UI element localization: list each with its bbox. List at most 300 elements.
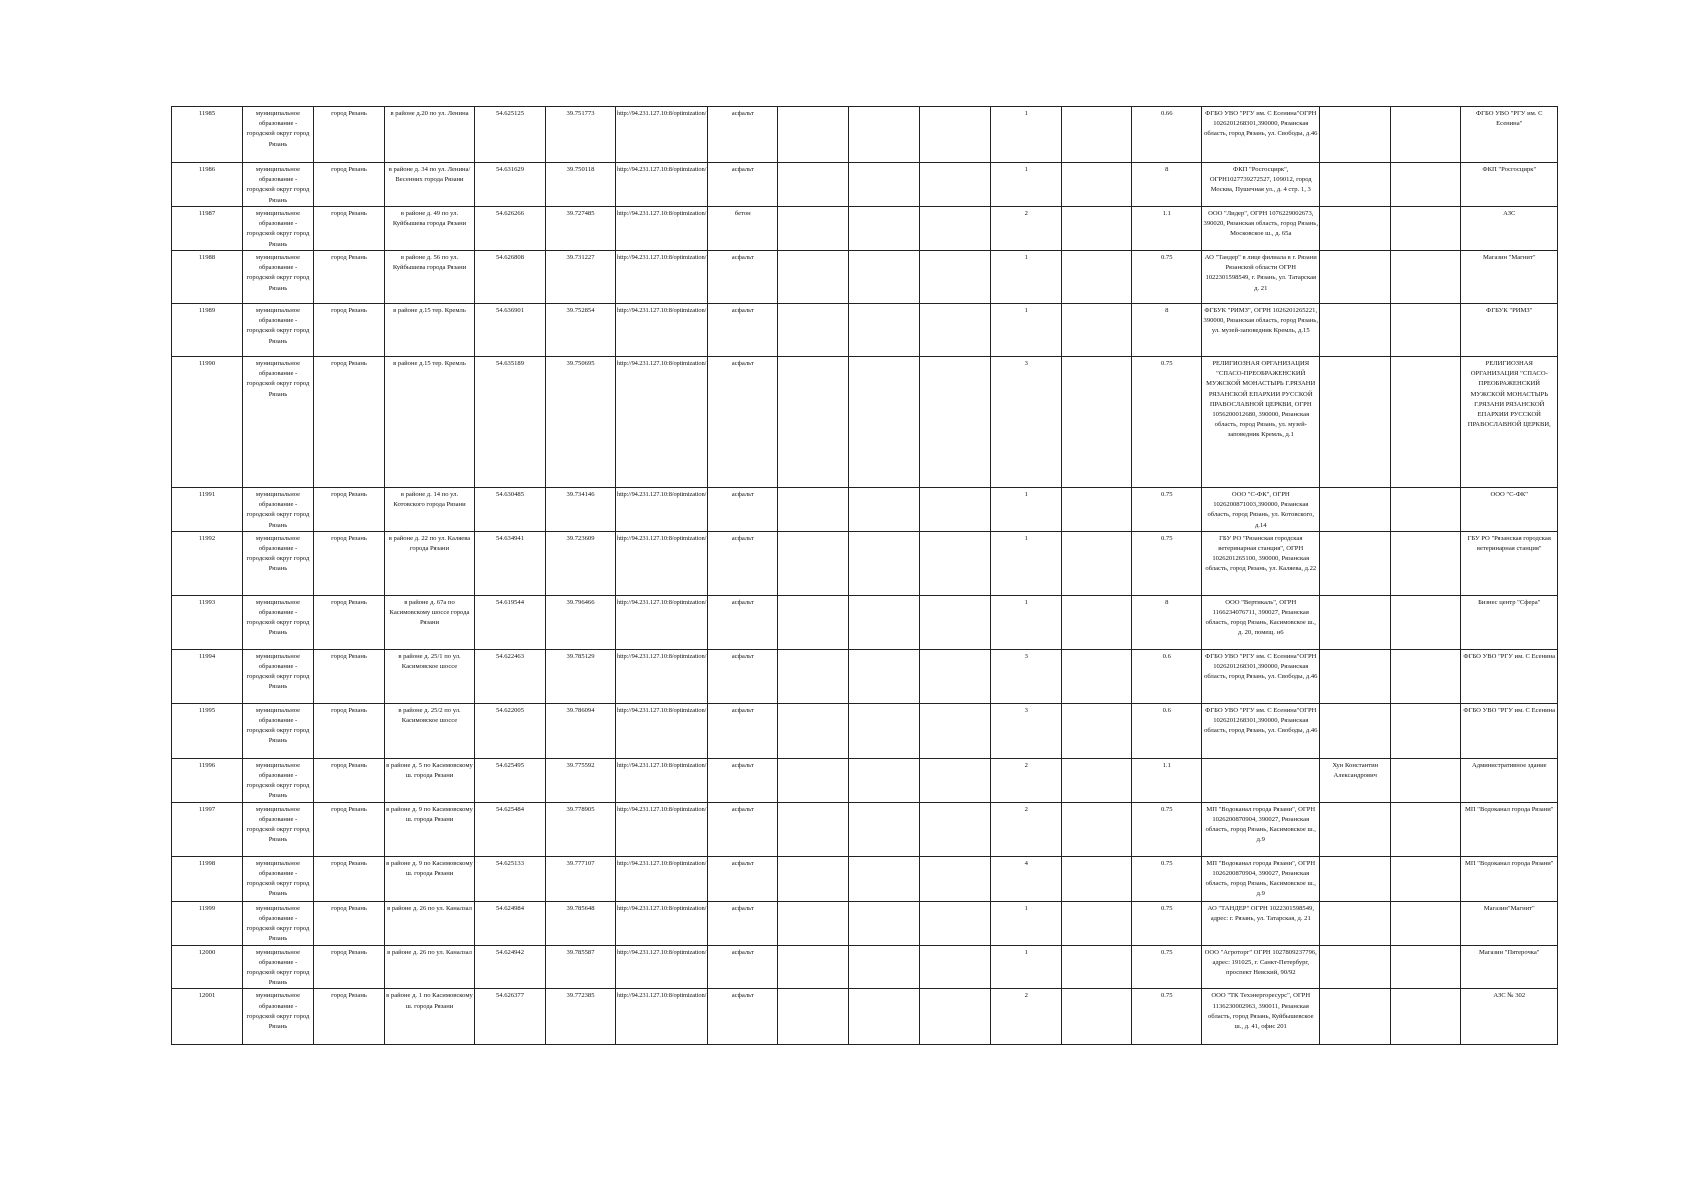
cell-address: в районе д. 5 по Касимовскому ш. города Рязани: [385, 758, 475, 802]
cell-longitude: 39.777107: [546, 856, 616, 901]
cell-empty: [920, 107, 991, 163]
cell-container-count: 2: [991, 758, 1062, 802]
cell-empty: [778, 250, 849, 303]
table-row: [172, 989, 1558, 1045]
cell-longitude: 39.785587: [546, 945, 616, 989]
cell-surface: асфальт: [708, 163, 778, 207]
table-row: [172, 703, 1558, 758]
cell-empty: [778, 595, 849, 649]
cell-empty: [1391, 649, 1461, 703]
cell-empty: [1391, 163, 1461, 207]
cell-container-volume: 0.75: [1132, 802, 1202, 856]
cell-address: в районе д. 25/1 по ул. Касимовское шоссе: [385, 649, 475, 703]
cell-empty: [920, 703, 991, 758]
cell-individual: [1320, 163, 1391, 207]
cell-city: город Рязань: [314, 107, 385, 163]
cell-id: 11995: [172, 703, 243, 758]
cell-empty: [920, 802, 991, 856]
cell-container-count: 1: [991, 531, 1062, 595]
cell-surface: асфальт: [708, 758, 778, 802]
cell-city: город Рязань: [314, 163, 385, 207]
cell-longitude: 39.785648: [546, 901, 616, 945]
cell-municipality: муниципальное образование - городской округ город Рязань: [243, 989, 314, 1045]
cell-owner: ФГБО УВО "РГУ им. С Есенина"ОГРН 1026201268301,390000, Рязанская область, город Рязань, ул. Свободы, д.46: [1202, 107, 1320, 163]
cell-url: http://94.231.127.10:8/optimization/: [616, 250, 708, 303]
cell-city: город Рязань: [314, 901, 385, 945]
cell-url: http://94.231.127.10:8/optimization/: [616, 649, 708, 703]
cell-container-count: 4: [991, 856, 1062, 901]
cell-empty: [778, 303, 849, 356]
cell-latitude: 54.622005: [475, 703, 546, 758]
cell-empty: [920, 250, 991, 303]
cell-empty: [1391, 901, 1461, 945]
cell-empty: [1062, 107, 1132, 163]
cell-city: город Рязань: [314, 531, 385, 595]
cell-municipality: муниципальное образование - городской округ город Рязань: [243, 649, 314, 703]
cell-waste-source: МП "Водоканал города Рязани": [1461, 802, 1558, 856]
cell-container-volume: 0.75: [1132, 487, 1202, 531]
cell-municipality: муниципальное образование - городской округ город Рязань: [243, 206, 314, 250]
cell-surface: асфальт: [708, 649, 778, 703]
cell-id: 11988: [172, 250, 243, 303]
cell-municipality: муниципальное образование - городской округ город Рязань: [243, 356, 314, 487]
cell-latitude: 54.634941: [475, 531, 546, 595]
cell-waste-source: ФГБО УВО "РГУ им. С Есенина": [1461, 107, 1558, 163]
cell-surface: асфальт: [708, 945, 778, 989]
cell-owner: ГБУ РО "Рязанская городская ветеринарная станция", ОГРН 1026201265100, 390000, Рязанская область, город Рязань, ул. Каляева, д.22: [1202, 531, 1320, 595]
cell-municipality: муниципальное образование - городской округ город Рязань: [243, 531, 314, 595]
cell-empty: [920, 487, 991, 531]
cell-empty: [849, 901, 920, 945]
cell-empty: [920, 649, 991, 703]
cell-latitude: 54.636901: [475, 303, 546, 356]
cell-empty: [1391, 206, 1461, 250]
cell-empty: [1391, 989, 1461, 1045]
cell-empty: [849, 206, 920, 250]
cell-container-count: 1: [991, 487, 1062, 531]
cell-municipality: муниципальное образование - городской округ город Рязань: [243, 802, 314, 856]
table-row: [172, 802, 1558, 856]
cell-url: http://94.231.127.10:8/optimization/: [616, 945, 708, 989]
cell-address: в районе д. 26 по ул. Каналзал: [385, 901, 475, 945]
cell-surface: асфальт: [708, 531, 778, 595]
cell-city: город Рязань: [314, 989, 385, 1045]
cell-owner: МП "Водоканал города Рязани", ОГРН 1026200870904, 390027, Рязанская область, город Рязань, Касимовское ш., д.9: [1202, 802, 1320, 856]
cell-container-count: 1: [991, 250, 1062, 303]
cell-url: http://94.231.127.10:8/optimization/: [616, 303, 708, 356]
cell-individual: [1320, 703, 1391, 758]
cell-container-count: 3: [991, 703, 1062, 758]
cell-waste-source: Бизнес центр "Сфера": [1461, 595, 1558, 649]
cell-empty: [849, 802, 920, 856]
cell-surface: асфальт: [708, 989, 778, 1045]
cell-address: в районе д. 26 по ул. Каналзал: [385, 945, 475, 989]
cell-address: в районе д. 67а по Касимовскому шоссе города Рязани: [385, 595, 475, 649]
cell-city: город Рязань: [314, 206, 385, 250]
cell-empty: [920, 163, 991, 207]
cell-empty: [920, 303, 991, 356]
cell-individual: Хун Константин Александрович: [1320, 758, 1391, 802]
cell-empty: [920, 989, 991, 1045]
cell-url: http://94.231.127.10:8/optimization/: [616, 703, 708, 758]
cell-longitude: 39.772385: [546, 989, 616, 1045]
cell-container-volume: 0.75: [1132, 856, 1202, 901]
cell-empty: [778, 758, 849, 802]
cell-id: 12001: [172, 989, 243, 1045]
cell-container-count: 1: [991, 107, 1062, 163]
cell-waste-source: Магазин "Магнит": [1461, 250, 1558, 303]
cell-city: город Рязань: [314, 649, 385, 703]
cell-empty: [778, 107, 849, 163]
cell-empty: [1062, 303, 1132, 356]
cell-empty: [1391, 945, 1461, 989]
cell-latitude: 54.619544: [475, 595, 546, 649]
cell-longitude: 39.775592: [546, 758, 616, 802]
table-row: [172, 356, 1558, 487]
cell-individual: [1320, 989, 1391, 1045]
cell-empty: [1062, 649, 1132, 703]
cell-individual: [1320, 945, 1391, 989]
cell-id: 11993: [172, 595, 243, 649]
cell-individual: [1320, 303, 1391, 356]
cell-municipality: муниципальное образование - городской округ город Рязань: [243, 856, 314, 901]
cell-empty: [1391, 356, 1461, 487]
cell-individual: [1320, 487, 1391, 531]
cell-longitude: 39.734146: [546, 487, 616, 531]
table-row: [172, 901, 1558, 945]
cell-url: http://94.231.127.10:8/optimization/: [616, 206, 708, 250]
cell-surface: асфальт: [708, 856, 778, 901]
cell-empty: [920, 595, 991, 649]
cell-waste-source: ФКП "Росгосцирк": [1461, 163, 1558, 207]
cell-address: в районе д. 25/2 по ул. Касимовское шоссе: [385, 703, 475, 758]
cell-empty: [778, 163, 849, 207]
cell-container-count: 1: [991, 901, 1062, 945]
cell-empty: [1062, 206, 1132, 250]
cell-owner: ООО "Агроторг" ОГРН 1027809237796, адрес: 191025, г. Санкт-Петербург, проспект Невский, 90/92: [1202, 945, 1320, 989]
cell-container-count: 1: [991, 595, 1062, 649]
cell-owner: ФГБО УВО "РГУ им. С Есенина"ОГРН 1026201268301,390000, Рязанская область, город Рязань, ул. Свободы, д.46: [1202, 649, 1320, 703]
cell-empty: [778, 703, 849, 758]
cell-waste-source: АЗС: [1461, 206, 1558, 250]
cell-empty: [849, 989, 920, 1045]
cell-longitude: 39.750118: [546, 163, 616, 207]
cell-address: в районе д. 9 по Касимовскому ш. города Рязани: [385, 856, 475, 901]
cell-surface: асфальт: [708, 303, 778, 356]
cell-city: город Рязань: [314, 356, 385, 487]
cell-empty: [849, 356, 920, 487]
cell-container-volume: 1.1: [1132, 206, 1202, 250]
cell-empty: [1391, 487, 1461, 531]
cell-surface: асфальт: [708, 802, 778, 856]
cell-empty: [778, 802, 849, 856]
cell-individual: [1320, 802, 1391, 856]
cell-container-volume: 0.75: [1132, 531, 1202, 595]
cell-city: город Рязань: [314, 802, 385, 856]
cell-empty: [920, 531, 991, 595]
cell-container-volume: 0.75: [1132, 901, 1202, 945]
cell-container-volume: 0.6: [1132, 649, 1202, 703]
cell-surface: асфальт: [708, 356, 778, 487]
cell-empty: [1391, 107, 1461, 163]
cell-address: в районе д. 56 по ул. Куйбышева города Рязани: [385, 250, 475, 303]
cell-longitude: 39.731227: [546, 250, 616, 303]
cell-municipality: муниципальное образование - городской округ город Рязань: [243, 945, 314, 989]
cell-empty: [849, 758, 920, 802]
cell-municipality: муниципальное образование - городской округ город Рязань: [243, 163, 314, 207]
cell-individual: [1320, 531, 1391, 595]
cell-container-volume: 1.1: [1132, 758, 1202, 802]
cell-longitude: 39.751773: [546, 107, 616, 163]
cell-url: http://94.231.127.10:8/optimization/: [616, 531, 708, 595]
cell-empty: [1391, 303, 1461, 356]
cell-latitude: 54.626377: [475, 989, 546, 1045]
cell-container-count: 1: [991, 163, 1062, 207]
cell-empty: [849, 163, 920, 207]
cell-container-volume: 8: [1132, 303, 1202, 356]
cell-empty: [1391, 703, 1461, 758]
cell-empty: [849, 250, 920, 303]
cell-waste-source: Магазин"Магнит": [1461, 901, 1558, 945]
cell-url: http://94.231.127.10:8/optimization/: [616, 989, 708, 1045]
cell-empty: [849, 945, 920, 989]
cell-latitude: 54.624984: [475, 901, 546, 945]
cell-empty: [1391, 595, 1461, 649]
cell-address: в районе д. 49 по ул. Куйбышева города Рязани: [385, 206, 475, 250]
cell-empty: [1062, 945, 1132, 989]
cell-waste-source: Административное здание: [1461, 758, 1558, 802]
cell-city: город Рязань: [314, 595, 385, 649]
cell-empty: [920, 945, 991, 989]
cell-latitude: 54.625133: [475, 856, 546, 901]
cell-empty: [1062, 802, 1132, 856]
cell-surface: асфальт: [708, 107, 778, 163]
cell-empty: [849, 303, 920, 356]
cell-latitude: 54.626266: [475, 206, 546, 250]
cell-empty: [920, 856, 991, 901]
cell-url: http://94.231.127.10:8/optimization/: [616, 163, 708, 207]
table-row: [172, 303, 1558, 356]
cell-id: 11997: [172, 802, 243, 856]
cell-municipality: муниципальное образование - городской округ город Рязань: [243, 758, 314, 802]
cell-address: в районе д. 22 по ул. Каляева города Рязани: [385, 531, 475, 595]
cell-address: в районе д. 9 по Касимовскому ш. города Рязани: [385, 802, 475, 856]
cell-empty: [1062, 901, 1132, 945]
cell-latitude: 54.631629: [475, 163, 546, 207]
cell-id: 11986: [172, 163, 243, 207]
cell-empty: [778, 856, 849, 901]
cell-latitude: 54.635189: [475, 356, 546, 487]
cell-empty: [778, 989, 849, 1045]
cell-empty: [1391, 250, 1461, 303]
cell-individual: [1320, 356, 1391, 487]
cell-url: http://94.231.127.10:8/optimization/: [616, 487, 708, 531]
cell-url: http://94.231.127.10:8/optimization/: [616, 901, 708, 945]
cell-individual: [1320, 107, 1391, 163]
cell-city: город Рязань: [314, 703, 385, 758]
cell-container-count: 3: [991, 649, 1062, 703]
cell-waste-source: ООО "С-ФК": [1461, 487, 1558, 531]
table-row: [172, 206, 1558, 250]
cell-empty: [778, 945, 849, 989]
cell-container-volume: 0.75: [1132, 945, 1202, 989]
cell-surface: асфальт: [708, 250, 778, 303]
cell-municipality: муниципальное образование - городской округ город Рязань: [243, 487, 314, 531]
cell-empty: [920, 901, 991, 945]
cell-id: 11987: [172, 206, 243, 250]
cell-latitude: 54.625495: [475, 758, 546, 802]
cell-empty: [920, 356, 991, 487]
cell-empty: [1062, 758, 1132, 802]
cell-longitude: 39.723609: [546, 531, 616, 595]
cell-empty: [1062, 595, 1132, 649]
cell-address: в районе д.15 тер. Кремль: [385, 356, 475, 487]
table-row: [172, 250, 1558, 303]
cell-latitude: 54.624942: [475, 945, 546, 989]
cell-owner: ООО "ТК Техэнергоресурс", ОГРН 1136230002963, 390011, Рязанская область, город Рязань, Куйбышевское ш., д. 41, офис 201: [1202, 989, 1320, 1045]
cell-surface: бетон: [708, 206, 778, 250]
cell-owner: РЕЛИГИОЗНАЯ ОРГАНИЗАЦИЯ "СПАСО-ПРЕОБРАЖЕНСКИЙ МУЖСКОЙ МОНАСТЫРЬ Г.РЯЗАНИ РЯЗАНСКОЙ ЕПАРХИИ РУССКОЙ ПРАВОСЛАВНОЙ ЦЕРКВИ, ОГРН 1056200012680, 390000, Рязанская область, город Рязань, ул. музей-заповедник Кремль, д.1: [1202, 356, 1320, 487]
data-table: [171, 106, 1558, 1045]
cell-container-count: 3: [991, 356, 1062, 487]
cell-empty: [849, 595, 920, 649]
cell-latitude: 54.625125: [475, 107, 546, 163]
cell-container-count: 2: [991, 802, 1062, 856]
cell-url: http://94.231.127.10:8/optimization/: [616, 758, 708, 802]
cell-municipality: муниципальное образование - городской округ город Рязань: [243, 595, 314, 649]
cell-id: 11985: [172, 107, 243, 163]
cell-container-count: 2: [991, 989, 1062, 1045]
cell-address: в районе д. 14 по ул. Котовского города Рязани: [385, 487, 475, 531]
cell-owner: АО "ТАНДЕР" ОГРН 1022301598549, адрес: г. Рязань, ул. Татарская, д. 21: [1202, 901, 1320, 945]
cell-municipality: муниципальное образование - городской округ город Рязань: [243, 250, 314, 303]
cell-owner: АО "Тандер" в лице филиала в г. Рязани Рязанской области ОГРН 1022301598549, г. Рязань, ул. Татарская д. 21: [1202, 250, 1320, 303]
cell-individual: [1320, 901, 1391, 945]
cell-owner: ФКП "Росгосцирк", ОГРН1027739272527, 109012, город Москва, Пушечная ул., д. 4 стр. 1, 3: [1202, 163, 1320, 207]
cell-address: в районе д.15 тер. Кремль: [385, 303, 475, 356]
cell-latitude: 54.626808: [475, 250, 546, 303]
cell-longitude: 39.727485: [546, 206, 616, 250]
cell-empty: [1062, 856, 1132, 901]
cell-empty: [849, 531, 920, 595]
cell-waste-source: ГБУ РО "Рязанская городская ветеринарная станция": [1461, 531, 1558, 595]
table-row: [172, 758, 1558, 802]
cell-address: в районе д.20 по ул. Ленина: [385, 107, 475, 163]
cell-city: город Рязань: [314, 856, 385, 901]
cell-empty: [1062, 356, 1132, 487]
cell-individual: [1320, 856, 1391, 901]
cell-empty: [778, 649, 849, 703]
cell-waste-source: ФГБУК "РИМЗ": [1461, 303, 1558, 356]
cell-empty: [849, 649, 920, 703]
cell-container-volume: 0.75: [1132, 356, 1202, 487]
table-row: [172, 531, 1558, 595]
cell-empty: [778, 356, 849, 487]
table-row: [172, 107, 1558, 163]
cell-owner: ФГБУК "РИМЗ", ОГРН 1026201265221, 390000, Рязанская область, город Рязань, ул. музей-заповедник Кремль, д.15: [1202, 303, 1320, 356]
cell-city: город Рязань: [314, 303, 385, 356]
cell-waste-source: АЗС № 302: [1461, 989, 1558, 1045]
cell-latitude: 54.622463: [475, 649, 546, 703]
cell-id: 11998: [172, 856, 243, 901]
cell-longitude: 39.750695: [546, 356, 616, 487]
cell-individual: [1320, 595, 1391, 649]
cell-owner: МП "Водоканал города Рязани", ОГРН 1026200870904, 390027, Рязанская область, город Рязань, Касимовское ш., д.9: [1202, 856, 1320, 901]
cell-url: http://94.231.127.10:8/optimization/: [616, 802, 708, 856]
table-row: [172, 487, 1558, 531]
cell-empty: [849, 856, 920, 901]
cell-id: 11990: [172, 356, 243, 487]
cell-container-volume: 8: [1132, 163, 1202, 207]
cell-municipality: муниципальное образование - городской округ город Рязань: [243, 107, 314, 163]
table-row: [172, 595, 1558, 649]
cell-empty: [1062, 163, 1132, 207]
cell-empty: [920, 758, 991, 802]
cell-container-volume: 0.75: [1132, 250, 1202, 303]
cell-surface: асфальт: [708, 595, 778, 649]
cell-municipality: муниципальное образование - городской округ город Рязань: [243, 703, 314, 758]
cell-city: город Рязань: [314, 250, 385, 303]
cell-empty: [778, 901, 849, 945]
cell-container-volume: 0.75: [1132, 989, 1202, 1045]
cell-longitude: 39.796466: [546, 595, 616, 649]
cell-empty: [778, 487, 849, 531]
cell-empty: [1391, 531, 1461, 595]
cell-empty: [1391, 802, 1461, 856]
cell-empty: [1062, 531, 1132, 595]
cell-empty: [849, 107, 920, 163]
cell-waste-source: РЕЛИГИОЗНАЯ ОРГАНИЗАЦИЯ "СПАСО-ПРЕОБРАЖЕНСКИЙ МУЖСКОЙ МОНАСТЫРЬ Г.РЯЗАНИ РЯЗАНСКОЙ ЕПАРХИИ РУССКОЙ ПРАВОСЛАВНОЙ ЦЕРКВИ,: [1461, 356, 1558, 487]
cell-empty: [1062, 703, 1132, 758]
cell-container-volume: 8: [1132, 595, 1202, 649]
cell-container-volume: 0.66: [1132, 107, 1202, 163]
cell-id: 11991: [172, 487, 243, 531]
table-row: [172, 945, 1558, 989]
cell-empty: [849, 487, 920, 531]
cell-latitude: 54.630485: [475, 487, 546, 531]
table-row: [172, 649, 1558, 703]
cell-empty: [1391, 856, 1461, 901]
cell-id: 11992: [172, 531, 243, 595]
cell-owner: ООО "Вертикаль", ОГРН 1166234076711, 390027, Рязанская область, город Рязань, Касимовское ш., д. 20, помещ. н6: [1202, 595, 1320, 649]
cell-latitude: 54.625484: [475, 802, 546, 856]
cell-waste-source: МП "Водоканал города Рязани": [1461, 856, 1558, 901]
cell-longitude: 39.786094: [546, 703, 616, 758]
cell-owner: ООО "Лидер", ОГРН 1076229002673, 390020, Рязанская область, город Рязань, Московское ш., д. 65а: [1202, 206, 1320, 250]
cell-url: http://94.231.127.10:8/optimization/: [616, 107, 708, 163]
cell-container-volume: 0.6: [1132, 703, 1202, 758]
cell-municipality: муниципальное образование - городской округ город Рязань: [243, 901, 314, 945]
cell-waste-source: ФГБО УВО "РГУ им. С Есенина: [1461, 703, 1558, 758]
cell-id: 11989: [172, 303, 243, 356]
cell-city: город Рязань: [314, 758, 385, 802]
cell-empty: [1062, 250, 1132, 303]
cell-empty: [778, 206, 849, 250]
cell-owner: ФГБО УВО "РГУ им. С Есенина"ОГРН 1026201268301,390000, Рязанская область, город Рязань, ул. Свободы, д.46: [1202, 703, 1320, 758]
table-row: [172, 856, 1558, 901]
cell-longitude: 39.778905: [546, 802, 616, 856]
cell-empty: [849, 703, 920, 758]
cell-id: 12000: [172, 945, 243, 989]
cell-address: в районе д. 1 по Касимовскому ш. города Рязани: [385, 989, 475, 1045]
cell-individual: [1320, 250, 1391, 303]
cell-id: 11994: [172, 649, 243, 703]
cell-individual: [1320, 206, 1391, 250]
cell-waste-source: ФГБО УВО "РГУ им. С Есенина: [1461, 649, 1558, 703]
cell-individual: [1320, 649, 1391, 703]
cell-container-count: 1: [991, 303, 1062, 356]
table-row: [172, 163, 1558, 207]
